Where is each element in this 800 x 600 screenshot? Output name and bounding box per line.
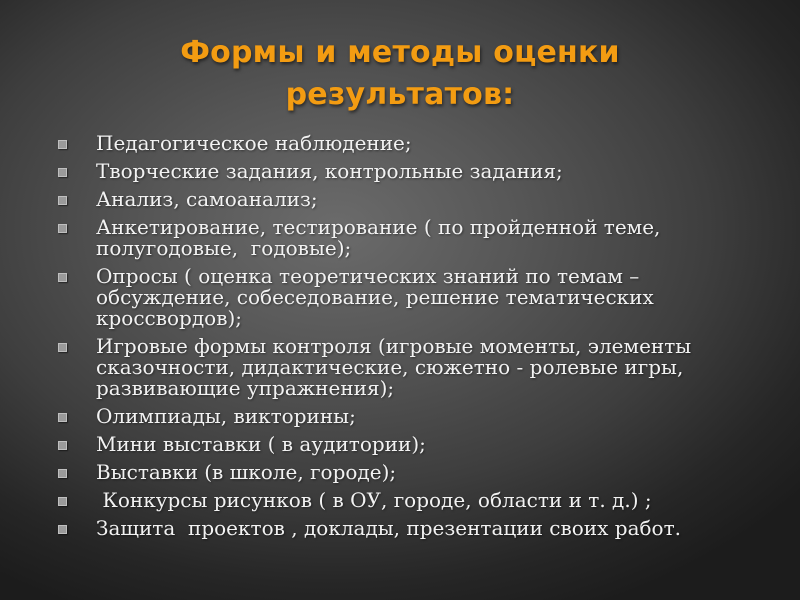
list-item <box>58 518 758 539</box>
slide-title-line-1: Формы и методы оценки <box>180 35 620 70</box>
square-bullet-icon <box>58 196 67 205</box>
list-item <box>58 217 758 259</box>
list-item-text: Игровые формы контроля (игровые моменты, элементы сказочности, дидактические, сюжетно - ролевые игры, развивающие упражнения); <box>96 334 698 400</box>
list-item-text: Опросы ( оценка теоретических знаний по темам – обсуждение, собеседование, решение тематических кроссвордов); <box>96 264 661 330</box>
list-item-text: Педагогическое наблюдение; <box>96 131 412 155</box>
list-item <box>58 189 758 210</box>
list-item-text: Мини выставки ( в аудитории); <box>96 432 426 456</box>
slide-title <box>40 32 760 116</box>
bullet-list <box>58 133 758 546</box>
square-bullet-icon <box>58 497 67 506</box>
square-bullet-icon <box>58 343 67 352</box>
list-item-text: Выставки (в школе, городе); <box>96 460 397 484</box>
list-item <box>58 161 758 182</box>
list-item <box>58 462 758 483</box>
square-bullet-icon <box>58 273 67 282</box>
square-bullet-icon <box>58 168 67 177</box>
list-item <box>58 434 758 455</box>
list-item-text: Защита проектов , доклады, презентации своих работ. <box>96 516 681 540</box>
square-bullet-icon <box>58 224 67 233</box>
list-item <box>58 490 758 511</box>
square-bullet-icon <box>58 469 67 478</box>
list-item <box>58 336 758 399</box>
list-item <box>58 133 758 154</box>
square-bullet-icon <box>58 525 67 534</box>
list-item-text: Творческие задания, контрольные задания; <box>96 159 563 183</box>
list-item-text: Анализ, самоанализ; <box>96 187 318 211</box>
list-item-text: Олимпиады, викторины; <box>96 404 356 428</box>
list-item <box>58 266 758 329</box>
square-bullet-icon <box>58 413 67 422</box>
slide-title-line-2: результатов: <box>285 77 515 112</box>
list-item-text: Анкетирование, тестирование ( по пройденной теме, полугодовые, годовые); <box>96 215 667 260</box>
list-item <box>58 406 758 427</box>
list-item-text: Конкурсы рисунков ( в ОУ, городе, области и т. д.) ; <box>96 488 652 512</box>
square-bullet-icon <box>58 140 67 149</box>
square-bullet-icon <box>58 441 67 450</box>
